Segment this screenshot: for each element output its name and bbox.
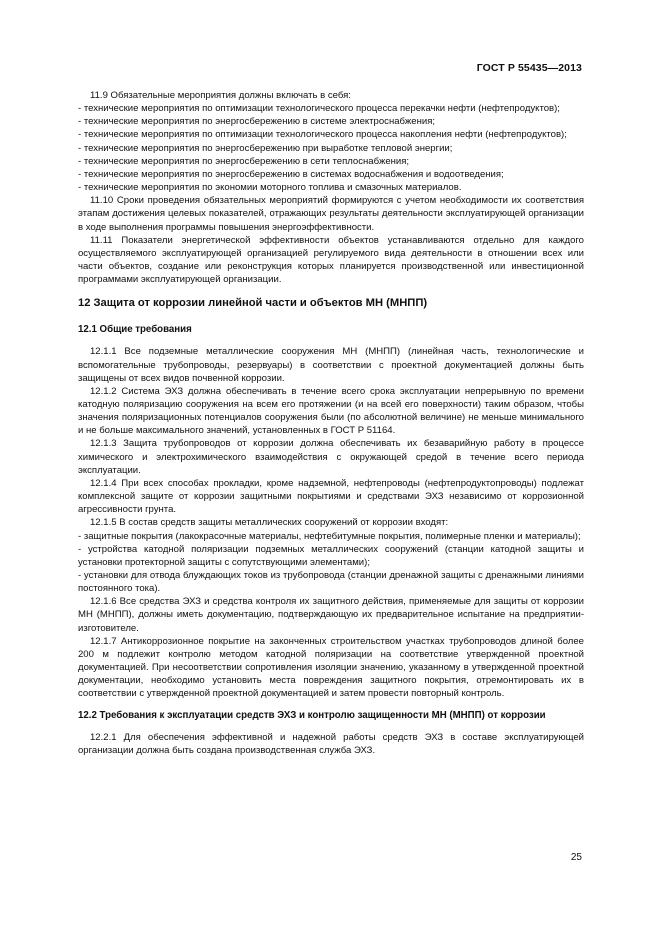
list-item: - технические мероприятия по оптимизации технологического процесса накопления нефти (нефтепродуктов); bbox=[78, 129, 567, 141]
subsection-12-2-title: 12.2 Требования к эксплуатации средств ЭХЗ и контролю защищенности МН (МНПП) от коррозии bbox=[78, 709, 546, 721]
section-12-title: 12 Защита от коррозии линейной части и объектов МН (МНПП) bbox=[78, 297, 428, 310]
paragraph-11-9: 11.9 Обязательные мероприятия должны включать в себя: bbox=[90, 90, 351, 101]
list-item: - устройства катодной поляризации подземных металлических сооружений (станции катодной защиты и установки протекторной защиты с сопутствующими элементами); bbox=[78, 543, 584, 568]
paragraph-12-1-1: 12.1.1 Все подземные металлические сооружения МН (МНПП) (линейная часть, технологические и вспомогательные трубопроводы, резервуары) в соответствии с проектной документацией должны быть защищены от всех видов почвенной коррозии. bbox=[78, 346, 584, 384]
paragraph-12-1-5: 12.1.5 В состав средств защиты металлических сооружений от коррозии входят: bbox=[90, 517, 449, 529]
paragraph-12-1-3: 12.1.3 Защита трубопроводов от коррозии должна обеспечивать их безаварийную работу в процессе химического и электрохимического взаимодействия с окружающей средой в течение всего периода эксплуатации. bbox=[78, 438, 584, 476]
list-item: - технические мероприятия по оптимизации технологического процесса перекачки нефти (нефтепродуктов); bbox=[78, 103, 560, 115]
paragraph-12-2-1: 12.2.1 Для обеспечения эффективной и надежной работы средств ЭХЗ в составе эксплуатирующей организации должна быть создана производственная служба ЭХЗ. bbox=[78, 731, 584, 756]
standard-header: ГОСТ Р 55435—2013 bbox=[476, 62, 582, 74]
list-item: - технические мероприятия по энергосбережению при выработке тепловой энергии; bbox=[78, 142, 453, 154]
page-content bbox=[78, 89, 584, 757]
list-item: - технические мероприятия по энергосбережению в системе электроснабжения; bbox=[78, 116, 436, 128]
paragraph-12-1-7: 12.1.7 Антикоррозионное покрытие на законченных строительством участках трубопроводов длиной более 200 м подлежит контролю методом катодной поляризации на соответствие утвержденной проектной документацией. При несоответствии сопротивления изоляции значению, указанному в утвержденной проектной документации, необходимо установить места повреждения защитного покрытия, отремонтировать их в соответствии с утвержденной проектной документацией и затем провести повторный контроль. bbox=[78, 635, 584, 700]
paragraph-11-10: 11.10 Сроки проведения обязательных мероприятий формируются с учетом необходимости их соответствия этапам достижения целевых показателей, отражающих результаты деятельности эксплуатирующей организации в ходе выполнения программы повышения энергоэффективности. bbox=[78, 195, 584, 233]
paragraph-12-1-6: 12.1.6 Все средства ЭХЗ и средства контроля их защитного действия, применяемые для защиты от коррозии МН (МНПП), должны иметь документацию, подтверждающую их предварительное испытание на предприятии-изготовителе. bbox=[78, 596, 584, 634]
list-item: - технические мероприятия по энергосбережению в системах водоснабжения и водоотведения; bbox=[78, 168, 504, 180]
page-number: 25 bbox=[570, 852, 582, 863]
list-item: - технические мероприятия по экономии моторного топлива и смазочных материалов. bbox=[78, 182, 462, 194]
paragraph-12-1-4: 12.1.4 При всех способах прокладки, кроме надземной, нефтепроводы (нефтепродуктопроводы) подлежат комплексной защите от коррозии защитными покрытиями и средствами ЭХЗ независимо от коррозионной агрессивности грунта. bbox=[78, 477, 584, 516]
list-item: - технические мероприятия по энергосбережению в сети теплоснабжения; bbox=[78, 155, 410, 167]
paragraph-12-1-2: 12.1.2 Система ЭХЗ должна обеспечивать в течение всего срока эксплуатации непрерывную по времени катодную поляризацию сооружения на всем его протяжении (и на всей его поверхности) таким образом, чтобы значения поляризационных потенциалов сооружения были (по абсолютной величине) не меньше минимального и не больше максимального значений, установленных в ГОСТ Р 51164. bbox=[78, 385, 584, 437]
list-item: - защитные покрытия (лакокрасочные материалы, нефтебитумные покрытия, полимерные пленки и материалы); bbox=[78, 530, 581, 542]
list-item: - установки для отвода блуждающих токов из трубопровода (станции дренажной защиты с дренажными линиями постоянного тока). bbox=[78, 570, 584, 595]
paragraph-11-11: 11.11 Показатели энергетической эффективности объектов устанавливаются отдельно для каждого осуществляемого эксплуатирующей организацией регулируемого вида деятельности в отношении всех или части объектов, создание или реконструкция которых планируется производственной или инвестиционной программами эксплуатирующей организации. bbox=[78, 234, 584, 286]
subsection-12-1-title: 12.1 Общие требования bbox=[78, 324, 192, 336]
